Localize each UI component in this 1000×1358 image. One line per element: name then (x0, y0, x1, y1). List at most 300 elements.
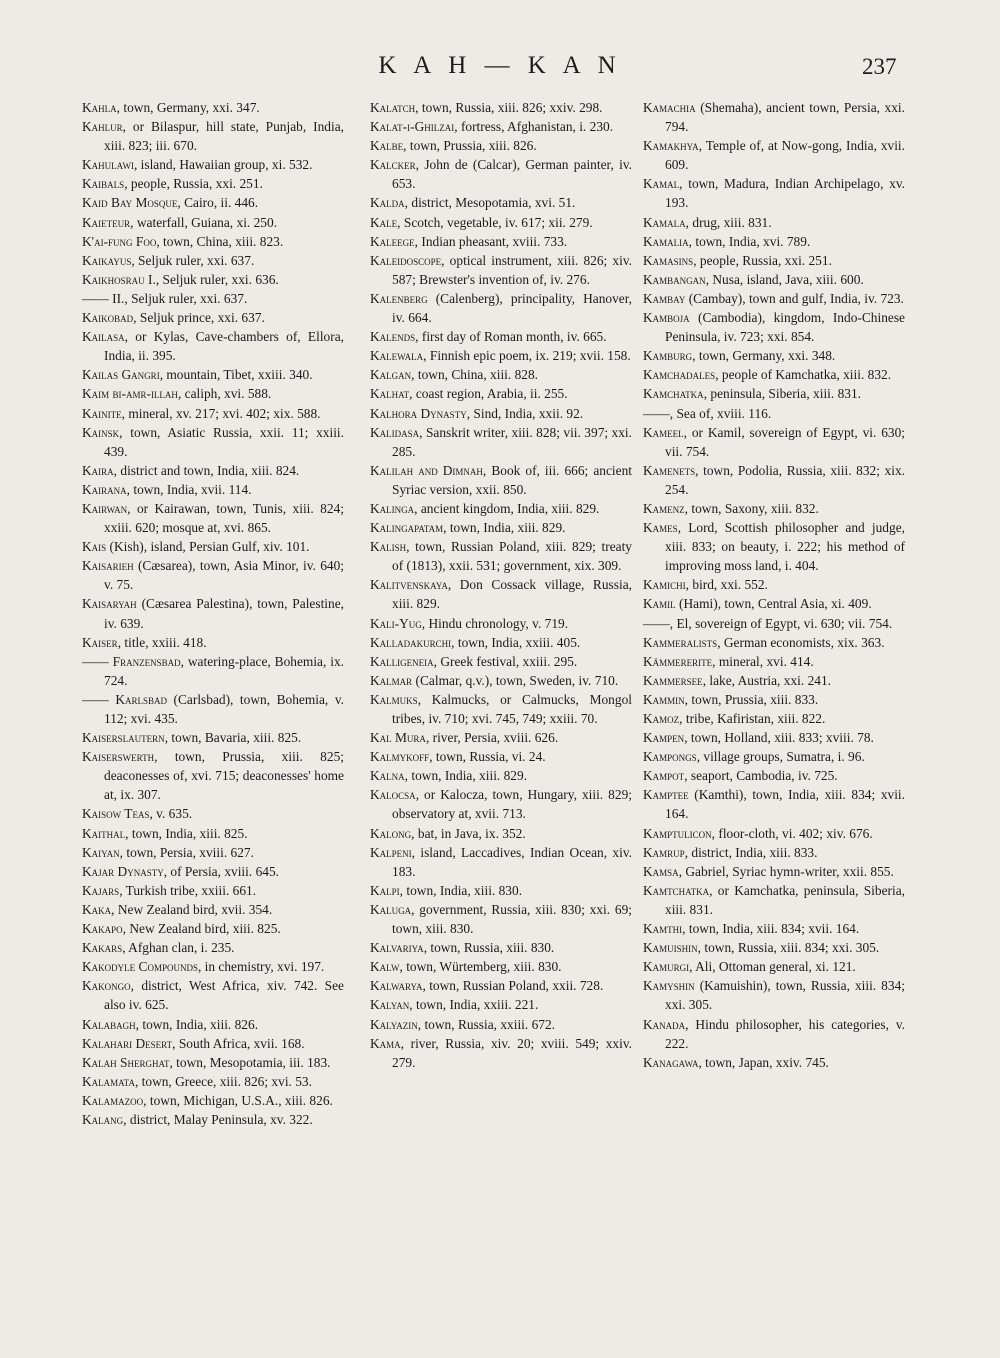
entry-headword: Kamala (643, 214, 686, 230)
entry-headword: Kalwarya (370, 978, 423, 994)
entry-headword: Kailasa (82, 329, 125, 345)
entry-headword: Kalocsa (370, 787, 416, 803)
entry-headword: Kaleege (370, 233, 415, 249)
index-entry (643, 785, 905, 823)
entry-text: , floor-cloth, vi. 402; xiv. 676. (711, 825, 873, 841)
index-entry (370, 136, 632, 155)
entry-headword: Kaiserswerth (82, 749, 155, 765)
entry-text: (Kamuishin), town, Russia, xiii. 834; xxi. 305. (665, 978, 905, 1013)
entry-headword: Kammin (643, 691, 685, 707)
entry-text: , town, Greece, xiii. 826; xvi. 53. (134, 1073, 312, 1089)
entry-headword: —— Karlsbad (82, 691, 167, 707)
index-entry (643, 824, 905, 843)
entry-text: , Seljuk ruler, xxi. 637. (131, 252, 255, 268)
index-entry (643, 747, 905, 766)
entry-headword: Kampongs (643, 749, 697, 765)
index-column-2 (370, 98, 632, 1072)
index-entry (643, 289, 905, 308)
entry-text: , town, Russia, xiii. 826; xxiv. 298. (415, 100, 603, 115)
index-entry (82, 824, 344, 843)
index-entry (82, 728, 344, 747)
entry-headword: Kakapo (82, 921, 123, 937)
entry-headword: Kalcker (370, 157, 416, 173)
entry-headword: Kaithal (82, 825, 126, 841)
entry-text: , town, China, xiii. 828. (411, 367, 539, 383)
entry-text: , caliph, xvi. 588. (177, 386, 272, 402)
entry-text: , town, Prussia, xiii. 826. (403, 138, 537, 154)
index-entry (370, 995, 632, 1014)
entry-text: (Cæsarea Palestina), town, Palestine, iv. 639. (104, 596, 344, 631)
entry-text: , town, Russia, xxiii. 672. (417, 1016, 556, 1032)
entry-text: , South Africa, xvii. 168. (172, 1035, 305, 1051)
index-entry (82, 308, 344, 327)
index-entry (82, 98, 344, 117)
index-entry (370, 404, 632, 423)
entry-text: , or Bilaspur, hill state, Punjab, India, xiii. 823; iii. 670. (104, 119, 344, 154)
entry-headword: Kalewala (370, 348, 424, 364)
entry-headword: Kakongo (82, 978, 131, 994)
index-entry (643, 365, 905, 384)
index-entry (82, 117, 344, 155)
entry-text: , lake, Austria, xxi. 241. (702, 672, 831, 688)
index-entry (643, 575, 905, 594)
index-entry (370, 251, 632, 289)
entry-text: , town, Russia, vi. 24. (429, 749, 546, 765)
entry-text: , peninsula, Siberia, xiii. 831. (703, 386, 862, 402)
index-entry (370, 423, 632, 461)
entry-text: , first day of Roman month, iv. 665. (415, 329, 607, 345)
entry-headword: Kamboja (643, 310, 690, 326)
index-entry (370, 98, 632, 117)
index-entry (82, 461, 344, 480)
entry-headword: Kamasins (643, 252, 694, 268)
index-entry (82, 747, 344, 804)
index-entry (82, 1091, 344, 1110)
index-entry (82, 957, 344, 976)
entry-text: , John de (Calcar), German painter, iv. 653. (392, 157, 632, 192)
entry-text: , Seljuk ruler, xxi. 636. (155, 271, 279, 287)
entry-text: , or Kamil, sovereign of Egypt, vi. 630; vii. 754. (665, 424, 905, 459)
index-entry (370, 900, 632, 938)
entry-headword: Kairwan (82, 500, 128, 516)
entry-text: , ancient kingdom, India, xiii. 829. (414, 500, 600, 516)
index-entry (643, 976, 905, 1014)
entry-text: , Sea of, xviii. 116. (669, 405, 772, 421)
entry-headword: Kalends (370, 329, 416, 345)
entry-text: , people of Kamchatka, xiii. 832. (715, 367, 892, 383)
entry-headword: Kamalia (643, 233, 689, 249)
entry-headword: Kaim bi-amr-illah (82, 386, 178, 402)
index-entry (82, 556, 344, 594)
entry-headword: Kalong (370, 825, 412, 841)
index-entry (370, 117, 632, 136)
entry-headword: Kamptulicon (643, 825, 712, 841)
entry-text: , town, India, xiii. 829. (443, 520, 566, 536)
entry-headword: Kämmererite (643, 653, 713, 669)
index-entry (643, 270, 905, 289)
entry-text: , town, India, xiii. 830. (399, 882, 523, 898)
index-entry (643, 957, 905, 976)
entry-headword: Kalidasa (370, 424, 420, 440)
entry-text: , or Kalocza, town, Hungary, xiii. 829; observatory at, xvii. 713. (392, 787, 632, 822)
entry-text: , or Kairawan, town, Tunis, xiii. 824; xxiii. 620; mosque at, xvi. 865. (104, 500, 344, 536)
index-entry (643, 843, 905, 862)
entry-text: , New Zealand bird, xvii. 354. (111, 901, 273, 917)
index-entry (643, 346, 905, 365)
entry-headword: Kaisarieh (82, 558, 134, 574)
index-entry (370, 193, 632, 212)
index-entry (643, 174, 905, 212)
entry-text: , people, Russia, xxi. 251. (693, 252, 832, 268)
entry-text: , town, Saxony, xiii. 832. (684, 500, 819, 516)
entry-text: , Gabriel, Syriac hymn-writer, xxii. 855. (678, 863, 894, 879)
entry-headword: Kalladakurchi (370, 634, 452, 650)
index-entry (82, 537, 344, 556)
entry-text: , town, Holland, xiii. 833; xviii. 78. (684, 730, 874, 746)
entry-headword: Kamrup (643, 844, 685, 860)
entry-headword: Kamichi (643, 577, 686, 593)
entry-headword: Kaikhosrau I. (82, 271, 156, 287)
entry-headword: Kamchatka (643, 386, 704, 402)
entry-headword: Kamenets (643, 462, 696, 478)
entry-headword: Kameel (643, 424, 684, 440)
entry-headword: Kamakhya (643, 138, 699, 154)
index-entry (370, 346, 632, 365)
entry-headword: Kammeralists (643, 634, 718, 650)
entry-headword: Kames (643, 520, 678, 536)
entry-headword: Kamthi (643, 921, 683, 937)
index-entry (370, 881, 632, 900)
entry-text: , drug, xiii. 831. (685, 214, 772, 230)
index-entry (643, 232, 905, 251)
entry-headword: Kalatch (370, 100, 416, 115)
entry-text: , or Kylas, Cave-chambers of, Ellora, India, ii. 395. (104, 329, 344, 364)
entry-text: , Kalmucks, or Calmucks, Mongol tribes, iv. 710; xvi. 745, 749; xxiii. 70. (392, 691, 632, 726)
entry-text: , island, Laccadives, Indian Ocean, xiv. 183. (392, 844, 632, 879)
entry-headword: Kalpi (370, 882, 400, 898)
entry-headword: —— (643, 405, 670, 421)
index-entry (82, 270, 344, 289)
entry-text: , district, West Africa, xiv. 742. See also iv. 625. (104, 978, 344, 1013)
index-entry (370, 365, 632, 384)
entry-text: , town, Würtemberg, xiii. 830. (399, 959, 562, 975)
entry-headword: Kalang (82, 1111, 124, 1127)
entry-text: , Cairo, ii. 446. (177, 195, 259, 211)
entry-text: , Nusa, island, Java, xiii. 600. (705, 271, 864, 287)
index-entry (643, 862, 905, 881)
index-entry (82, 843, 344, 862)
entry-text: (Kamthi), town, India, xiii. 834; xvii. 164. (665, 787, 905, 822)
entry-text: , Seljuk ruler, xxi. 637. (124, 290, 248, 306)
entry-text: , district and town, India, xiii. 824. (113, 462, 300, 478)
entry-text: , Greek festival, xxiii. 295. (433, 653, 578, 669)
entry-headword: Kamtchatka (643, 882, 710, 898)
entry-text: , Scotch, vegetable, iv. 617; xii. 279. (397, 214, 593, 230)
entry-headword: Kamachia (643, 100, 696, 115)
index-entry (82, 155, 344, 174)
index-column-1 (82, 98, 344, 1129)
index-entry (82, 289, 344, 308)
index-entry (643, 518, 905, 575)
entry-headword: Kalligeneia (370, 653, 434, 669)
index-entry (82, 193, 344, 212)
entry-headword: Kalpeni (370, 844, 412, 860)
index-entry (370, 461, 632, 499)
entry-headword: Kampen (643, 730, 685, 746)
entry-headword: Kalish (370, 539, 407, 555)
entry-text: (Cæsarea), town, Asia Minor, iv. 640; v. 75. (104, 558, 344, 593)
entry-headword: —— Franzensbad (82, 653, 181, 669)
entry-headword: Kambay (643, 290, 686, 306)
index-entry (82, 633, 344, 652)
index-entry (643, 594, 905, 613)
entry-headword: Kammersee (643, 672, 703, 688)
index-entry (82, 1053, 344, 1072)
entry-headword: Kaiyan (82, 844, 120, 860)
entry-text: , town, China, xiii. 823. (156, 233, 284, 249)
entry-text: , government, Russia, xiii. 830; xxi. 69; town, xiii. 830. (392, 901, 632, 937)
entry-text: (Kish), island, Persian Gulf, xiv. 101. (106, 539, 310, 555)
index-entry (643, 690, 905, 709)
entry-text: , optical instrument, xiii. 826; xiv. 587; Brewster's invention of, iv. 276. (392, 252, 632, 287)
index-entry (82, 1034, 344, 1053)
entry-text: , river, Russia, xiv. 20; xviii. 549; xxiv. 279. (392, 1035, 632, 1070)
entry-text: , title, xxiii. 418. (117, 634, 207, 650)
index-entry (370, 537, 632, 575)
entry-headword: Kaieteur (82, 214, 131, 230)
entry-text: , or Kamchatka, peninsula, Siberia, xiii. 831. (665, 882, 905, 917)
index-entry (82, 881, 344, 900)
entry-text: , town, Japan, xxiv. 745. (698, 1054, 829, 1070)
entry-headword: Kalda (370, 195, 405, 211)
index-entry (82, 1110, 344, 1129)
index-entry (82, 365, 344, 384)
entry-text: , Book of, iii. 666; ancient Syriac version, xxii. 850. (392, 462, 632, 497)
entry-text: , district, Malay Peninsula, xv. 322. (123, 1111, 313, 1127)
entry-headword: Kamal (643, 176, 680, 192)
index-entry (643, 404, 905, 423)
index-entry (370, 976, 632, 995)
index-entry (643, 423, 905, 461)
entry-headword: Kalgan (370, 367, 412, 383)
index-entry (643, 1053, 905, 1072)
entry-text: , bat, in Java, ix. 352. (411, 825, 526, 841)
entry-text: , town, Russian Poland, xxii. 728. (422, 978, 604, 994)
index-entry (370, 1015, 632, 1034)
index-entry (370, 652, 632, 671)
entry-headword: Kalyazin (370, 1016, 418, 1032)
index-entry (82, 976, 344, 1014)
page-number: 237 (862, 54, 897, 79)
index-entry (82, 174, 344, 193)
entry-headword: Kambangan (643, 271, 706, 287)
entry-headword: Kaira (82, 462, 114, 478)
index-entry (370, 327, 632, 346)
index-entry (643, 384, 905, 403)
index-entry (643, 308, 905, 346)
entry-headword: Kais (82, 539, 107, 555)
entry-text: , v. 635. (149, 806, 193, 822)
entry-text: , of Persia, xviii. 645. (163, 863, 280, 879)
index-entry (370, 155, 632, 193)
entry-text: , bird, xxi. 552. (685, 577, 768, 593)
index-entry (370, 824, 632, 843)
entry-text: , El, sovereign of Egypt, vi. 630; vii. 754. (669, 615, 893, 631)
entry-text: , town, India, xiii. 826. (135, 1016, 259, 1032)
index-entry (643, 728, 905, 747)
index-entry (82, 919, 344, 938)
entry-headword: Kalna (370, 768, 405, 784)
index-entry (643, 499, 905, 518)
entry-text: , district, India, xiii. 833. (684, 844, 818, 860)
entry-text: , town, Germany, xxi. 348. (692, 348, 836, 364)
entry-text: , town, India, xvi. 789. (688, 233, 811, 249)
entry-headword: Kanagawa (643, 1054, 699, 1070)
entry-headword: Kalamazoo (82, 1092, 144, 1108)
entry-text: , Don Cossack village, Russia, xiii. 829. (392, 577, 632, 612)
entry-text: , watering-place, Bohemia, ix. 724. (104, 653, 344, 688)
index-entry (643, 136, 905, 174)
index-entry (370, 575, 632, 613)
entry-text: , town, Russia, xiii. 834; xxi. 305. (697, 940, 880, 956)
entry-text: , Finnish epic poem, ix. 219; xvii. 158. (423, 348, 631, 364)
entry-text: , mineral, xvi. 414. (712, 653, 814, 669)
index-entry (82, 423, 344, 461)
index-entry (643, 766, 905, 785)
index-entry (82, 384, 344, 403)
entry-text: , town, India, xiii. 829. (404, 768, 528, 784)
entry-text: , town, India, xxiii. 221. (409, 997, 539, 1013)
entry-text: (Carlsbad), town, Bohemia, v. 112; xvi. 435. (104, 691, 344, 726)
entry-headword: Kamyshin (643, 978, 695, 994)
entry-text: , town, India, xxiii. 405. (451, 634, 581, 650)
entry-text: (Calmar, q.v.), town, Sweden, iv. 710. (412, 672, 619, 688)
entry-text: , Temple of, at Now-gong, India, xvii. 609. (665, 138, 905, 173)
entry-text: , in chemistry, xvi. 197. (197, 959, 325, 975)
index-entry (370, 728, 632, 747)
entry-text: , mountain, Tibet, xxiii. 340. (159, 367, 313, 383)
entry-headword: Kajars (82, 882, 120, 898)
entry-text: , Hindu chronology, v. 719. (421, 615, 569, 631)
index-entry (370, 1034, 632, 1072)
index-entry (82, 404, 344, 423)
entry-headword: Kainite (82, 405, 122, 421)
entry-headword: Kalingapatam (370, 520, 444, 536)
entry-headword: Kaisow Teas (82, 806, 150, 822)
entry-text: , town, Asiatic Russia, xxii. 11; xxiii. 439. (104, 424, 344, 459)
index-entry (643, 671, 905, 690)
entry-text: , Sanskrit writer, xiii. 828; vii. 397; xxi. 285. (392, 424, 632, 459)
entry-text: , town, Madura, Indian Archipelago, xv. 193. (665, 176, 905, 211)
entry-headword: Kamil (643, 596, 676, 612)
entry-text: , Seljuk prince, xxi. 637. (133, 310, 265, 326)
entry-headword: Kale (370, 214, 398, 230)
index-entry (370, 518, 632, 537)
entry-headword: Kalat-i-Ghilzai (370, 119, 455, 135)
entry-headword: Kalvariya (370, 940, 424, 956)
index-entry (643, 938, 905, 957)
entry-text: , people, Russia, xxi. 251. (124, 176, 263, 192)
entry-text: , river, Persia, xviii. 626. (425, 730, 559, 746)
index-entry (643, 919, 905, 938)
entry-headword: Kaluga (370, 901, 412, 917)
entry-text: (Cambodia), kingdom, Indo-Chinese Peninsula, iv. 723; xxi. 854. (665, 310, 905, 345)
entry-text: , town, India, xiii. 834; xvii. 164. (682, 921, 860, 937)
entry-headword: Kalmar (370, 672, 413, 688)
index-entry (82, 480, 344, 499)
entry-headword: Kalinga (370, 500, 415, 516)
entry-text: , town, Mesopotamia, iii. 183. (169, 1054, 331, 1070)
index-entry (370, 232, 632, 251)
index-entry (643, 98, 905, 136)
entry-text: , town, Prussia, xiii. 825; deaconesses of, xvi. 715; deaconesses' home at, ix. 307. (104, 749, 344, 803)
entry-headword: Kalmykoff (370, 749, 430, 765)
index-entry (370, 766, 632, 785)
entry-headword: Kahla (82, 100, 117, 115)
index-entry (643, 213, 905, 232)
entry-text: (Calenberg), principality, Hanover, iv. 664. (392, 290, 632, 326)
entry-headword: Kaid Bay Mosque (82, 195, 178, 211)
entry-headword: Kalitvenskaya (370, 577, 448, 593)
index-entry (370, 384, 632, 403)
entry-headword: Kamptee (643, 787, 689, 803)
entry-headword: Kainsk (82, 424, 120, 440)
entry-text: (Cambay), town and gulf, India, iv. 723. (685, 290, 904, 306)
entry-headword: Kaiser (82, 634, 118, 650)
entry-headword: Kalyan (370, 997, 410, 1013)
index-entry (643, 881, 905, 919)
entry-headword: Kalah Sherghat (82, 1054, 170, 1070)
entry-headword: Kaibals (82, 176, 125, 192)
index-entry (370, 843, 632, 881)
entry-headword: Kamchadales (643, 367, 716, 383)
index-entry (82, 594, 344, 632)
entry-headword: Kalbe (370, 138, 404, 154)
entry-text: , town, Prussia, xiii. 833. (684, 691, 819, 707)
entry-headword: Kaleidoscope (370, 252, 442, 268)
entry-headword: Kalabagh (82, 1016, 136, 1032)
entry-text: , Indian pheasant, xviii. 733. (414, 233, 568, 249)
entry-headword: Kaiserslautern (82, 730, 165, 746)
index-entry (643, 614, 905, 633)
entry-headword: Kamsa (643, 863, 679, 879)
index-entry (370, 633, 632, 652)
index-entry (643, 709, 905, 728)
entry-headword: Kalahari Desert (82, 1035, 173, 1051)
index-entry (370, 614, 632, 633)
index-entry (643, 461, 905, 499)
entry-headword: Kanada (643, 1016, 686, 1032)
entry-headword: Kamoz (643, 711, 680, 726)
entry-headword: Kama (370, 1035, 401, 1051)
entry-headword: —— (643, 615, 670, 631)
entry-headword: Kaikayus (82, 252, 132, 268)
entry-text: , town, Podolia, Russia, xiii. 832; xix. 254. (665, 462, 905, 497)
entry-text: , Sind, India, xxii. 92. (466, 405, 584, 421)
index-entry (370, 957, 632, 976)
entry-headword: Kaisaryah (82, 596, 137, 612)
entry-headword: Kal Mura (370, 730, 426, 746)
entry-headword: Kahulawi (82, 157, 134, 173)
entry-headword: Kakars (82, 940, 123, 956)
entry-text: (Shemaha), ancient town, Persia, xxi. 794. (665, 100, 905, 135)
entry-text: , Turkish tribe, xxiii. 661. (119, 882, 257, 898)
index-entry (370, 938, 632, 957)
index-entry (82, 251, 344, 270)
entry-text: , village groups, Sumatra, i. 96. (696, 749, 865, 765)
entry-text: , New Zealand bird, xiii. 825. (122, 921, 281, 937)
index-entry (82, 804, 344, 823)
